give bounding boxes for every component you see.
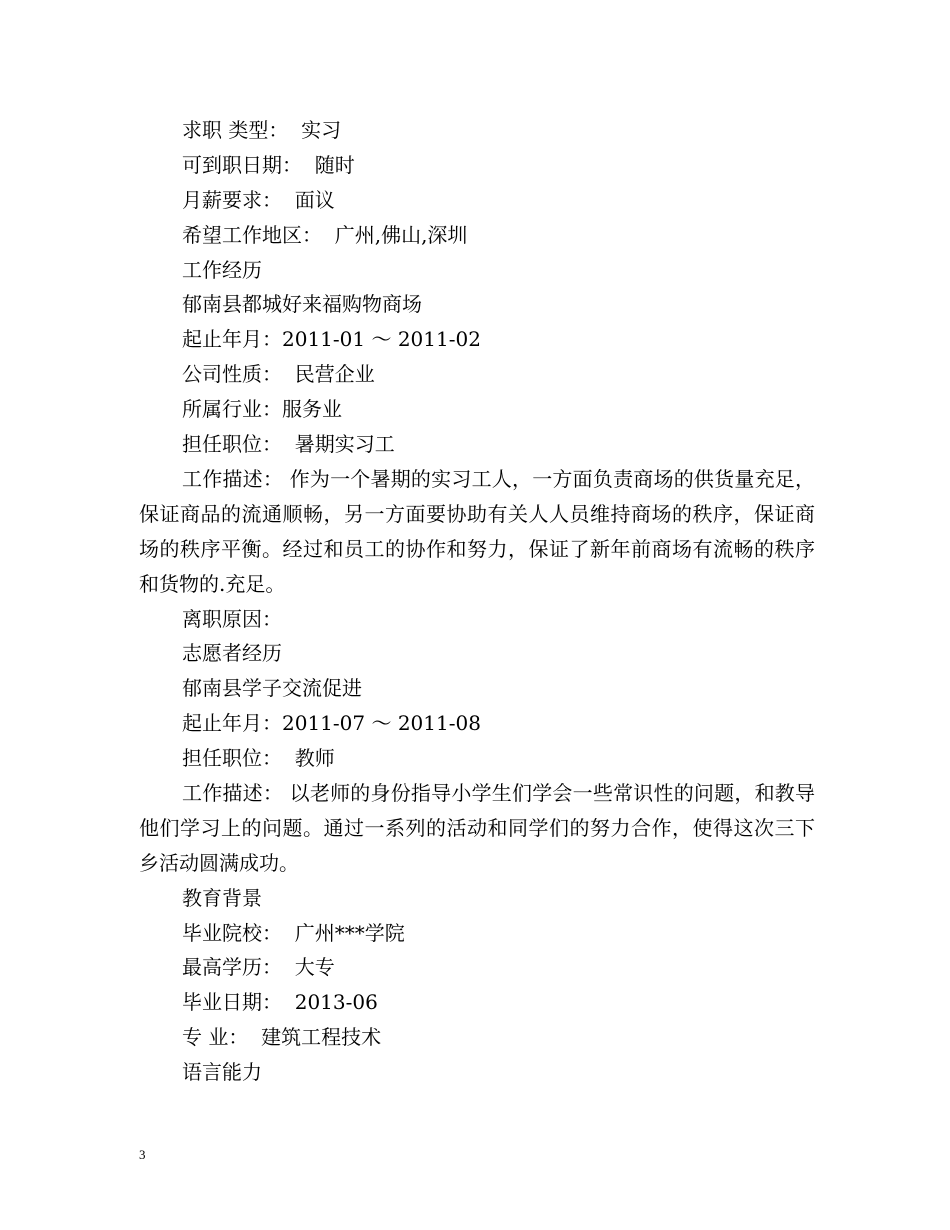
- school-line: 毕业院校： 广州***学院: [182, 920, 405, 945]
- volunteer-org-line: 郁南县学子交流促进: [182, 676, 362, 701]
- salary-line: 月薪要求： 面议: [182, 187, 335, 212]
- degree-line: 最高学历： 大专: [182, 955, 335, 980]
- graduation-date-line: 毕业日期： 2013-06: [182, 990, 378, 1015]
- major-line: 专 业： 建筑工程技术: [182, 1025, 382, 1050]
- volunteer-position-line: 担任职位： 教师: [182, 746, 335, 771]
- job-type-line: 求职 类型： 实习: [182, 118, 342, 142]
- preferred-location-line: 希望工作地区： 广州,佛山,深圳: [182, 222, 468, 247]
- company-name-line: 郁南县都城好来福购物商场: [182, 292, 422, 317]
- available-date-line: 可到职日期： 随时: [182, 152, 355, 177]
- resume-content: [139, 113, 815, 1090]
- page-number: 3: [139, 1147, 146, 1162]
- volunteer-period-line: 起止年月：2011-07 ～ 2011-08: [182, 711, 481, 736]
- language-skills-heading: 语言能力: [182, 1060, 262, 1085]
- volunteer-experience-heading: 志愿者经历: [182, 641, 282, 666]
- industry-line: 所属行业：服务业: [182, 397, 342, 422]
- education-heading: 教育背景: [182, 885, 262, 910]
- work-experience-heading: 工作经历: [182, 257, 262, 282]
- volunteer-description-paragraph: 工作描述： 以老师的身份指导小学生们学会一些常识性的问题，和教导他们学习上的问题。通过一系列的活动和同学们的努力合作，使得这次三下乡活动圆满成功。: [139, 780, 815, 875]
- company-type-line: 公司性质： 民营企业: [182, 362, 375, 387]
- work-description-paragraph: 工作描述： 作为一个暑期的实习工人，一方面负责商场的供货量充足，保证商品的流通顺畅，另一方面要协助有关人人员维持商场的秩序，保证商场的秩序平衡。经过和员工的协作和努力，保证了新年前商场有流畅的秩序和货物的.充足。: [139, 466, 815, 596]
- leaving-reason-line: 离职原因：: [182, 606, 282, 631]
- work-period-line: 起止年月：2011-01 ～ 2011-02: [182, 327, 481, 352]
- position-line: 担任职位： 暑期实习工: [182, 432, 395, 457]
